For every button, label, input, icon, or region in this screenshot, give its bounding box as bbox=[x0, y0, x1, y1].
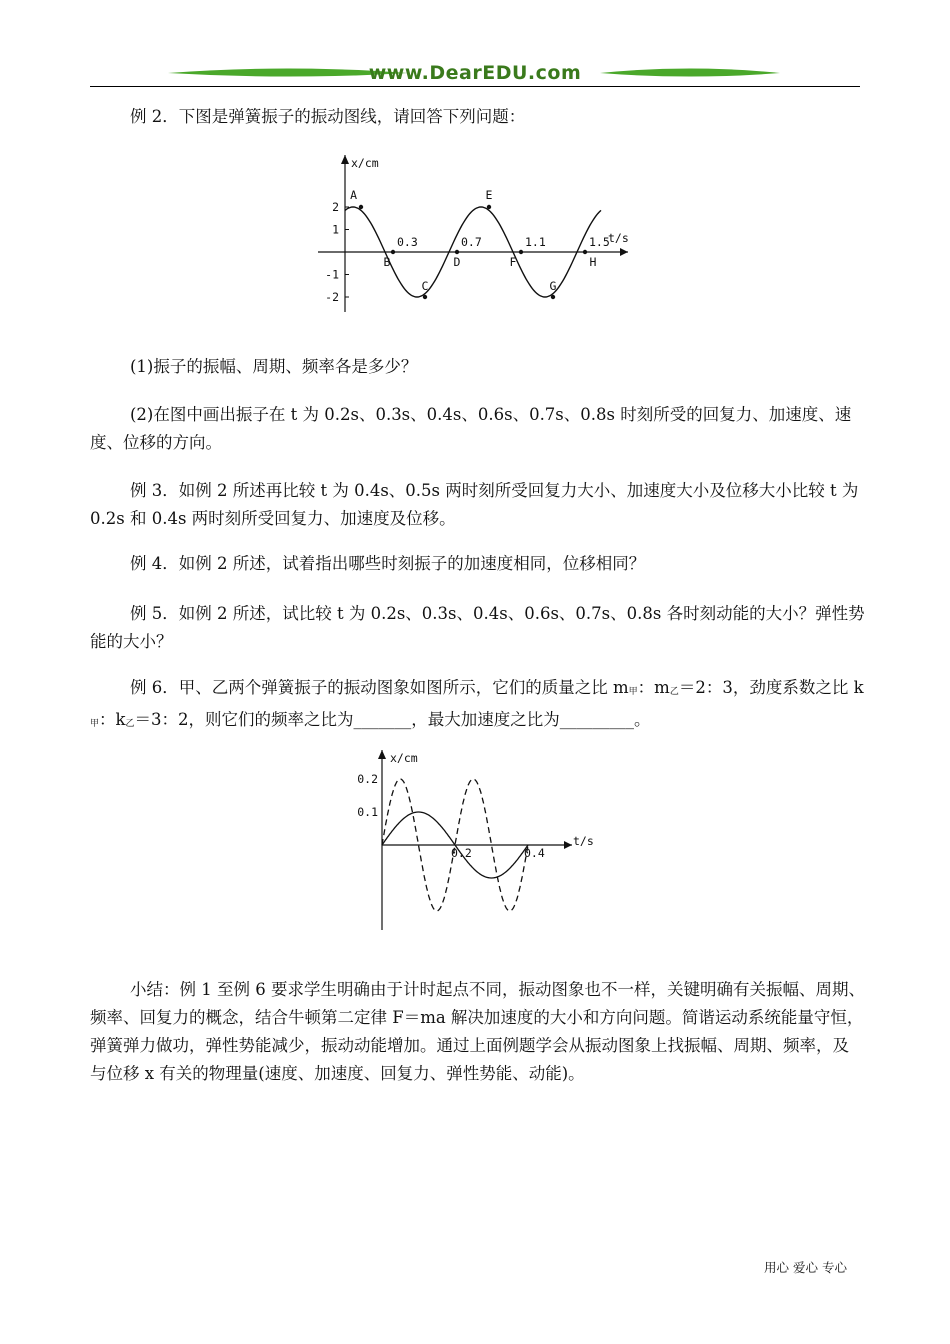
site-title: www.DearEDU.com bbox=[368, 62, 582, 84]
x-tick-label: 0.2 bbox=[451, 846, 472, 860]
x-axis-label: t/s bbox=[608, 231, 629, 245]
subscript-jia-2: 甲 bbox=[90, 719, 100, 729]
example6-part2: ：m bbox=[637, 678, 670, 697]
y-axis-arrow bbox=[378, 750, 386, 759]
example6-part3: ＝2：3，劲度系数之比 k bbox=[678, 678, 864, 697]
y-axis-label: x/cm bbox=[390, 751, 418, 765]
data-point-b bbox=[391, 250, 395, 254]
example6-part1: 例 6．甲、乙两个弹簧振子的振动图象如图所示，它们的质量之比 m bbox=[130, 678, 629, 697]
point-label-d: D bbox=[453, 255, 461, 269]
footer-slogan: 用心 爱心 专心 bbox=[764, 1260, 847, 1275]
data-point-f bbox=[519, 250, 523, 254]
data-point-d bbox=[455, 250, 459, 254]
x-axis-arrow bbox=[620, 248, 628, 256]
y-tick-label: -1 bbox=[325, 267, 339, 282]
x-tick-label: 0.4 bbox=[524, 846, 545, 860]
chart-example6 bbox=[340, 745, 610, 935]
chart-example2 bbox=[310, 150, 640, 320]
y-tick-label: 0.2 bbox=[357, 772, 378, 786]
summary: 小结：例 1 至例 6 要求学生明确由于计时起点不同，振动图象也不一样，关键明确有关振幅、周期、频率、回复力的概念，结合牛顿第二定律 F＝ma 解决加速度的大小和方向问题。简谐运动系统能量守恒，弹簧弹力做功，弹性势能减少，振动动能增加。通过上面例题学会从振动图象上找振幅、周期、频率，及与位移 x 有关的物理量(速度、加速度、回复力、弹性势能、动能)。 bbox=[90, 980, 865, 1083]
x-tick-label: 0.3 bbox=[397, 235, 418, 249]
x-axis-arrow bbox=[564, 841, 572, 849]
x-tick-label: 1.5 bbox=[589, 235, 610, 249]
point-label-a: A bbox=[350, 188, 357, 202]
x-tick-label: 1.1 bbox=[525, 235, 546, 249]
example6-part5: ＝3：2，则它们的频率之比为_______，最大加速度之比为_________。 bbox=[134, 710, 651, 729]
point-label-b: B bbox=[383, 255, 391, 269]
subscript-yi-2: 乙 bbox=[125, 719, 135, 729]
y-tick-label: -2 bbox=[325, 290, 339, 304]
page-header bbox=[90, 56, 860, 90]
point-label-c: C bbox=[421, 279, 429, 293]
data-point-a bbox=[359, 205, 363, 209]
example3: 例 3．如例 2 所述再比较 t 为 0.4s、0.5s 两时刻所受回复力大小、加速度大小及位移大小比较 t 为 0.2s 和 0.4s 两时刻所受回复力、加速度及位移。 bbox=[90, 481, 859, 528]
example2-question2: (2)在图中画出振子在 t 为 0.2s、0.3s、0.4s、0.6s、0.7s、0.8s 时刻所受的回复力、加速度、速度、位移的方向。 bbox=[90, 405, 852, 452]
point-label-e: E bbox=[485, 188, 493, 202]
y-tick-label: 2 bbox=[332, 200, 339, 214]
example2-question1: (1)振子的振幅、周期、频率各是多少？ bbox=[130, 357, 418, 376]
example6-part4: ：k bbox=[99, 710, 126, 729]
x-tick-label: 0.7 bbox=[461, 235, 482, 249]
data-point-g bbox=[551, 295, 555, 299]
x-axis-label: t/s bbox=[573, 834, 594, 848]
example2-intro: 例 2．下图是弹簧振子的振动图线，请回答下列问题： bbox=[130, 107, 526, 126]
subscript-jia: 甲 bbox=[628, 687, 638, 697]
point-label-h: H bbox=[589, 255, 597, 269]
data-point-h bbox=[583, 250, 587, 254]
point-label-g: G bbox=[549, 279, 557, 293]
header-rule bbox=[90, 86, 860, 87]
data-point-c bbox=[423, 295, 427, 299]
y-axis-label: x/cm bbox=[351, 156, 379, 170]
example6 bbox=[90, 674, 865, 738]
data-point-e bbox=[487, 205, 491, 209]
example5: 例 5．如例 2 所述，试比较 t 为 0.2s、0.3s、0.4s、0.6s、0.7s、0.8s 各时刻动能的大小？弹性势能的大小？ bbox=[90, 604, 865, 651]
subscript-yi: 乙 bbox=[669, 687, 679, 697]
y-axis-arrow bbox=[341, 155, 349, 164]
example4: 例 4．如例 2 所述，试着指出哪些时刻振子的加速度相同，位移相同？ bbox=[130, 554, 646, 573]
y-tick-label: 1 bbox=[332, 222, 339, 237]
point-label-f: F bbox=[509, 255, 517, 269]
y-tick-label: 0.1 bbox=[357, 805, 378, 819]
